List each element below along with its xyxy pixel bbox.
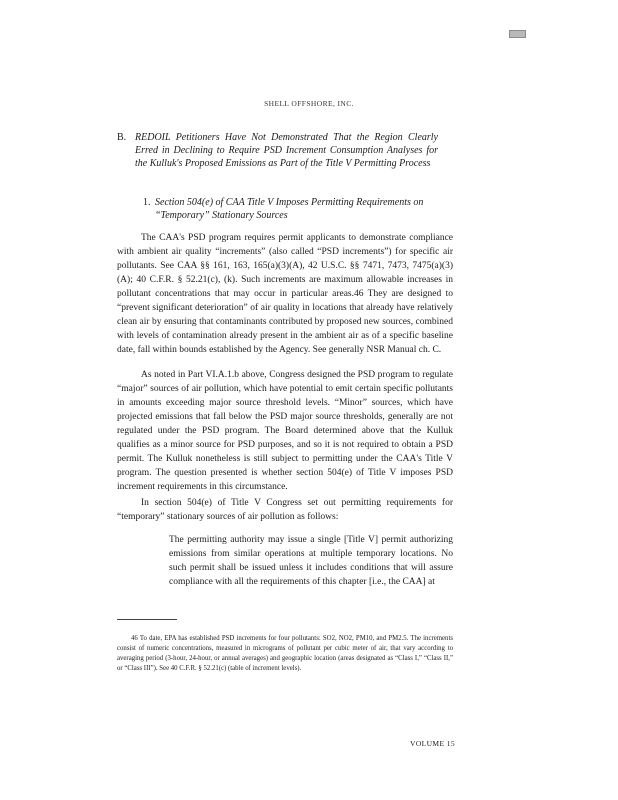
body-paragraph-1: The CAA's PSD program requires permit applicants to demonstrate compliance with ambient air quality “increments” (also called “PSD increments”) for specific air pollutants. See CAA §§ 161, 163, 165(a)(3)(A), 42 U.S.C. §§ 7471, 7473, 7475(a)(3)(A); 40 C.F.R. § 52.21(c), (k). Such increments are maximum allowable increases in pollutant concentrations that may occur in particular areas.46 They are designed to “prevent significant deterioration” of air quality in locations that already have relatively clean air by ensuring that contaminants contributed by proposed new sources, combined with levels of contamination already present in the ambient air as of a specific baseline date, fall within bounds established by the Agency. See generally NSR Manual ch. C. [117,233,453,355]
footnote-46: 46 To date, EPA has established PSD increments for four pollutants: SO2, NO2, PM10, and PM2.5. The increments consist of numeric concentrations, measured in micrograms of pollutant per cubic meter of air, that vary according to averaging period (3-hour, 24-hour, or annual averages) and geographic location (areas designated as “Class I,” “Class II,” or “Class III”). See 40 C.F.R. § 52.21(c) (table of increment levels). [117,635,453,672]
section-1-number: 1. [143,197,151,208]
page-corner-mark [509,30,526,38]
section-b-letter: B. [117,132,127,143]
footnote-divider [117,619,177,620]
running-head: SHELL OFFSHORE, INC. [264,99,354,108]
section-1-title: Section 504(e) of CAA Title V Imposes Permitting Requirements on “Temporary” Stationary Sources [155,197,424,222]
volume-page-label: VOLUME 15 [410,739,456,748]
section-b-title: REDOIL Petitioners Have Not Demonstrated That the Region Clearly Erred in Declining to Require PSD Increment Consumption Analyses for the Kulluk's Proposed Emissions as Part of the Title V Permitting Process [135,132,438,170]
block-quote: The permitting authority may issue a single [Title V] permit authorizing emissions from similar operations at multiple temporary locations. No such permit shall be issued unless it includes conditions that will assure compliance with all the requirements of this chapter [i.e., the CAA] at [169,535,453,587]
body-paragraph-2: As noted in Part VI.A.1.b above, Congress designed the PSD program to regulate “major” sources of air pollution, which have potential to emit certain specific pollutants in amounts exceeding major source threshold levels. “Minor” sources, which have projected emissions that fall below the PSD major source thresholds, generally are not regulated under the PSD program. The Board determined above that the Kulluk qualifies as a minor source for PSD purposes, and so it is not required to obtain a PSD permit. The Kulluk nonetheless is still subject to permitting under the CAA's Title V program. The question presented is whether section 504(e) of Title V imposes PSD increment requirements in this circumstance. [117,370,453,492]
body-paragraph-3: In section 504(e) of Title V Congress set out permitting requirements for “temporary” stationary sources of air pollution as follows: [117,498,453,522]
